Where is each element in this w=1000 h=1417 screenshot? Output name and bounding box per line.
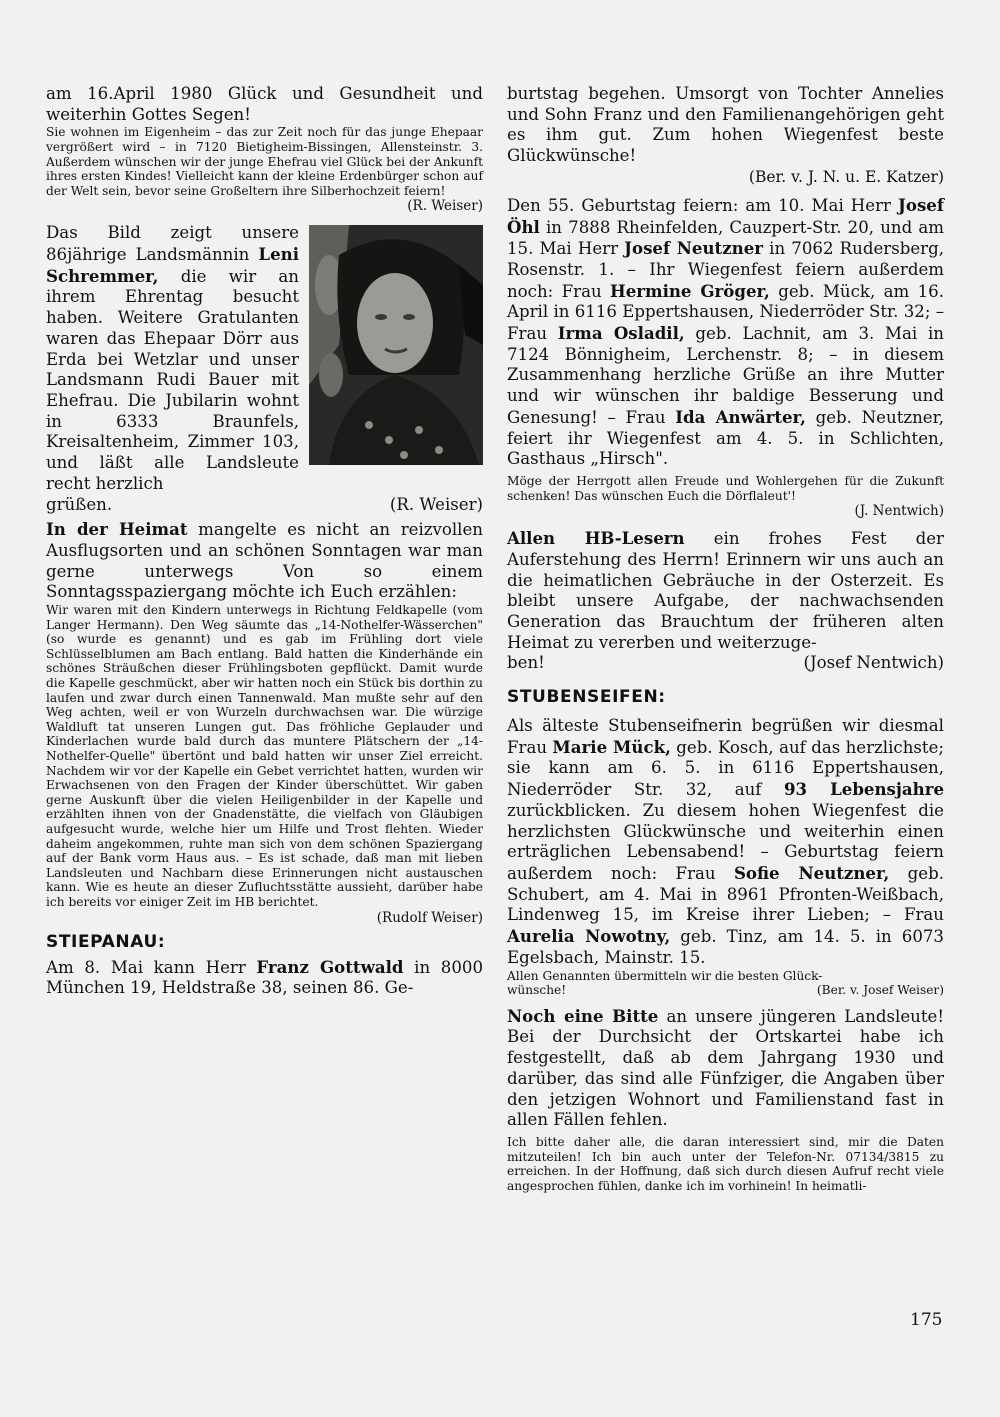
left-credit-row-2 [46, 495, 483, 516]
right-paragraph-request: Ich bitte daher alle, die daran interessiert sind, mir die Daten mitzuteilen! Ich bin auch unter der Telefon-Nr. 07134/3815 zu erreichen. In der Hoffnung, daß sich durch diesen Aufruf recht viele angesprochen fühlen, danke ich im vorhinein! In heimatli- [507, 1134, 944, 1193]
name-josef-oehl: Josef Öhl [507, 194, 944, 237]
heimat-lead: In der Heimat [46, 519, 188, 540]
name-irma-osladil: Irma Osladil, [557, 323, 685, 344]
wishes-end: wünsche! [507, 983, 567, 998]
name-hermine-groeger: Hermine Gröger, [610, 280, 770, 301]
gottwald-start: Am 8. Mai kann Herr [46, 957, 257, 977]
name-marie-mueck: Marie Mück, [552, 736, 671, 757]
right-paragraph-easter [507, 528, 944, 653]
stubenseifen-a: Als älteste Stubenseifnerin begrüßen wir diesmal Frau [507, 716, 944, 757]
birthdays-e: geb. Lachnit, am 3. Mai in 7124 Bönnigheim, Lerchenstr. 8; – in diesem Zusammenhang herzliche Grüße an ihre Mutter und wir wünschen ihr baldige Besserung und Genesung! – Frau [507, 324, 944, 427]
portrait-caption-start: Das Bild zeigt unsere 86jährige Landsmännin [46, 223, 299, 265]
portrait-caption-rest: die wir an ihrem Ehrentag besucht haben. Weitere Gratulanten waren das Ehepaar Dörr aus Erda bei Wetzlar und unser Landsmann Rudi Bauer mit Ehefrau. Die Jubilarin wohnt in 6333 Braunfels, Kreisaltenheim, Zimmer 103, und läßt alle Landsleute recht herzlich [46, 266, 299, 493]
left-credit-1: (R. Weiser) [407, 198, 483, 215]
name-sofie-neutzner: Sofie Neutzner, [733, 862, 890, 883]
birthdays-d: geb. Mück, am 16. April in 6116 Eppertshausen, Niederröder Str. 32; – Frau [507, 281, 944, 344]
heading-stubenseifen: STUBENSEIFEN: [507, 687, 666, 708]
birthdays-b: in 7888 Rheinfelden, Cauzpert-Str. 20, und am 15. Mai Herr [507, 217, 944, 259]
right-column [507, 84, 944, 1193]
stubenseifen-e: geb. Tinz, am 14. 5. in 6073 Egelsbach, Mainstr. 15. [507, 927, 944, 967]
left-paragraph-story: Wir waren mit den Kindern unterwegs in Richtung Feldkapelle (vom Langer Hermann). Den Weg säumte das „14-Nothelfer-Wässerchen" (so wurde es genannt) und es gab im Frühling dort viele Schlüsselblumen am Bach entlang. Bald hatten die Kinderhände ein schönes Sträußchen dieser Frühlingsboten gepflückt. Damit wurde die Kapelle geschmückt, aber wir hatten noch ein Stück bis dorthin zu laufen und zwar durch einen Tannenwald. Man mußte sehr auf den Weg achten, weil er von Wurzeln durchwachsen war. Die würzige Waldluft tat unseren Lungen gut. Das fröhliche Geplauder und Kinderlachen wurde bald durch das muntere Plätschern der „14-Nothelfer-Quelle" übertönt und bald hatten wir unser Ziel erreicht. Nachdem wir vor der Kapelle ein Gebet verrichtet hatten, wurden wir Erwachsenen von den Fragen der Kinder überschüttet. Wir gaben gerne Auskunft über die vielen Heiligenbilder in der Kapelle und erzählten ihnen von der Gnadenstätte, die vielfach von Gläubigen aufgesucht wurde, welche hier um Hilfe und Trost flehten. Wieder daheim angekommen, ruhte man sich von dem schönen Spaziergang auf der Bank vorm Haus aus. – Es ist schade, daß man mit lieben Landsleuten und Nachbarn diese Erinnerungen nicht austauschen kann. Wie es heute an dieser Zufluchtsstätte aussieht, darüber habe ich bereits vor einiger Zeit im HB berichtet. [46, 603, 483, 909]
right-credit-2: (J. Nentwich) [854, 503, 944, 520]
portrait-caption-end: grüßen. [46, 494, 113, 514]
right-credit-3: (Josef Nentwich) [803, 653, 944, 673]
easter-lead: Allen HB-Lesern [507, 528, 685, 549]
right-paragraph-blessing: Möge der Herrgott allen Freude und Wohlergehen für die Zukunft schenken! Das wünschen Euch die Dörflaleut'! [507, 473, 944, 503]
right-paragraph-stubenseifen [507, 716, 944, 968]
right-credit-row-4 [507, 983, 944, 998]
right-credit-1: (Ber. v. J. N. u. E. Katzer) [748, 167, 944, 186]
bitte-text: an unsere jüngeren Landsleute! Bei der Durchsicht der Ortskartei habe ich festgestellt, daß ab dem Jahrgang 1930 und darüber, das sind alle Fünfziger, die Angaben über den jetzigen Wohnort und Familienstand fast in allen Fällen fehlen. [507, 1006, 944, 1130]
name-ida-anwaerter: Ida Anwärter, [675, 406, 806, 427]
bitte-lead: Noch eine Bitte [507, 1005, 659, 1026]
page-number: 175 [910, 1310, 943, 1330]
stubenseifen-d: geb. Schubert, am 4. Mai in 8961 Pfronten-Weißbach, Lindenweg 15, im Kreise ihrer Lieben; – Frau [507, 863, 944, 925]
name-leni-schremmer: Leni Schremmer, [46, 244, 299, 286]
right-paragraph-1: burtstag begehen. Umsorgt von Tochter Annelies und Sohn Franz und den Familienangehörigen geht es ihm gut. Zum hohen Wiegenfest beste Glückwünsche! [507, 84, 944, 166]
right-paragraph-bitte [507, 1006, 944, 1131]
heimat-text: mangelte es nicht an reizvollen Ausflugsorten und an schönen Sonntagen war man gerne unterwegs Von so einem Sonntagsspaziergang möchte ich Euch erzählen: [46, 520, 483, 602]
birthdays-a: Den 55. Geburtstag feiern: am 10. Mai Herr [507, 195, 899, 215]
left-paragraph-1: am 16.April 1980 Glück und Gesundheit und weiterhin Gottes Segen! [46, 84, 483, 124]
age-93: 93 Lebensjahre [783, 779, 945, 800]
heading-stiepanau: STIEPANAU: [46, 931, 166, 952]
left-credit-3: (Rudolf Weiser) [376, 909, 483, 926]
stubenseifen-c: zurückblicken. Zu diesem hohen Wiegenfest die herzlichsten Glückwünsche und weiterhin einen erträglichen Lebensabend! – Geburtstag feiern außerdem noch: Frau [507, 800, 944, 883]
right-credit-row-3 [507, 653, 944, 674]
right-paragraph-birthdays [507, 195, 944, 470]
left-paragraph-heimat [46, 519, 483, 603]
name-franz-gottwald: Franz Gottwald [256, 956, 404, 977]
name-josef-neutzner: Josef Neutzner [624, 238, 763, 259]
gottwald-rest: in 8000 München 19, Heldstraße 38, seinen 86. Ge- [46, 957, 484, 998]
portrait-article [46, 223, 483, 515]
right-credit-4: (Ber. v. Josef Weiser) [816, 983, 944, 998]
left-paragraph-2: Sie wohnen im Eigenheim – das zur Zeit noch für das junge Ehepaar vergrößert wird – in 7120 Bietigheim-Bissingen, Allensteinstr. 3. Außerdem wünschen wir der junge Ehefrau viel Glück bei der Ankunft ihres ersten Kindes! Vielleicht kann der kleine Erdenbürger schon auf der Welt sein, bevor seine Großeltern ihre Silberhochzeit feiern! [46, 125, 483, 198]
left-paragraph-gottwald [46, 957, 483, 999]
left-credit-2: (R. Weiser) [389, 494, 483, 514]
portrait-image [309, 225, 483, 465]
easter-text: ein frohes Fest der Auferstehung des Herrn! Erinnern wir uns auch an die heimatlichen Gebräuche in der Osterzeit. Es bleibt unsere Aufgabe, der nachwachsenden Generation das Brauchtum der früheren alten Heimat zu vererben und weiterzuge- [507, 529, 944, 652]
right-paragraph-wishes: Allen Genannten übermitteln wir die besten Glück- [507, 968, 823, 983]
name-aurelia-nowotny: Aurelia Nowotny, [507, 926, 671, 947]
portrait-photo [309, 225, 483, 465]
birthdays-f: geb. Neutzner, feiert ihr Wiegenfest am 4. 5. in Schlichten, Gasthaus „Hirsch". [507, 407, 944, 469]
easter-end: ben! [507, 653, 545, 673]
birthdays-c: in 7062 Rudersberg, Rosenstr. 1. – Ihr Wiegenfest feiern außerdem noch: Frau [507, 239, 944, 301]
stubenseifen-b: geb. Kosch, auf das herzlichste; sie kann am 6. 5. in 6116 Eppertshausen, Niederröder Str. 32, auf [507, 737, 944, 800]
left-column [46, 84, 483, 999]
